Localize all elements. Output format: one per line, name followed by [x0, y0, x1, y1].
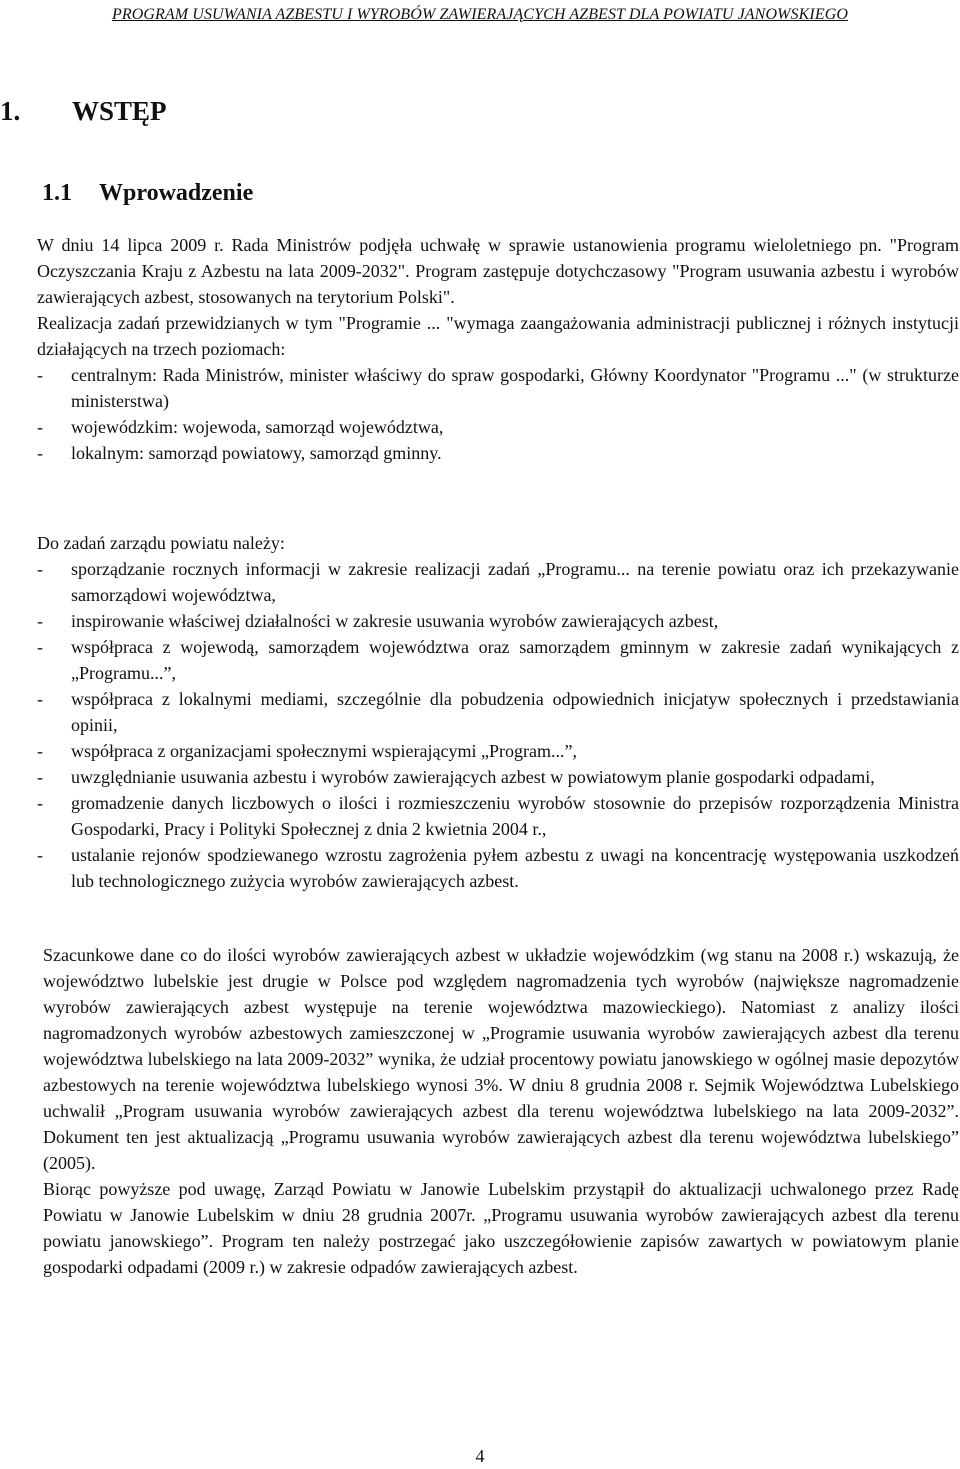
closing-paragraph-2: Biorąc powyższe pod uwagę, Zarząd Powiatu w Janowie Lubelskim przystąpił do aktualizacji uchwalonego przez Radę Powiatu w Janowie Lubelskim w dniu 28 grudnia 2007r. „Programu usuwania wyrobów zawierających azbest dla terenu powiatu janowskiego”. Program ten należy postrzegać jako uszczegółowienie zapisów zawartych w powiatowym planie gospodarki odpadami (2009 r.) w zakresie odpadów zawierających azbest.	[43, 1179, 959, 1277]
tasks-heading: Do zadań zarządu powiatu należy:	[37, 533, 285, 553]
level-local: lokalnym: samorząd powiatowy, samorząd gminny.	[71, 443, 442, 463]
list-dash: -	[37, 417, 43, 437]
level-voivodeship: wojewódzkim: wojewoda, samorząd województwa,	[71, 417, 444, 437]
list-item	[37, 362, 959, 414]
task-item: współpraca z organizacjami społecznymi wspierającymi „Program...”,	[71, 741, 577, 761]
list-dash: -	[37, 845, 43, 865]
list-item	[37, 790, 959, 842]
list-dash: -	[37, 365, 43, 385]
closing-paragraph-1: Szacunkowe dane co do ilości wyrobów zawierających azbest w układzie wojewódzkim (wg stanu na 2008 r.) wskazują, że województwo lubelskie jest drugie w Polsce pod względem nagromadzenia tych wyrobów (największe nagromadzenie wyrobów zawierających azbest występuje na terenie województwa mazowieckiego). Natomiast z analizy ilości nagromadzonych wyrobów azbestowych zamieszczonej w „Programie usuwania wyrobów zawierających azbest dla terenu województwa lubelskiego na lata 2009-2032” wynika, że udział procentowy powiatu janowskiego w ogólnej masie depozytów azbestowych na terenie województwa lubelskiego wynosi 3%. W dniu 8 grudnia 2008 r. Sejmik Województwa Lubelskiego uchwalił „Program usuwania wyrobów zawierających azbest dla terenu województwa lubelskiego na lata 2009-2032”. Dokument ten jest aktualizacją „Programu usuwania wyrobów zawierających azbest dla terenu województwa lubelskiego” (2005).	[43, 945, 959, 1173]
section-heading	[0, 96, 167, 127]
task-item: sporządzanie rocznych informacji w zakresie realizacji zadań „Programu... na terenie powiatu oraz ich przekazywanie samorządowi województwa,	[71, 559, 959, 605]
list-item	[37, 608, 959, 634]
task-item: gromadzenie danych liczbowych o ilości i rozmieszczeniu wyrobów stosownie do przepisów rozporządzenia Ministra Gospodarki, Pracy i Polityki Społecznej z dnia 2 kwietnia 2004 r.,	[71, 793, 959, 839]
task-item: współpraca z lokalnymi mediami, szczególnie dla pobudzenia odpowiednich inicjatyw społecznych i przedstawiania opinii,	[71, 689, 959, 735]
list-item	[37, 738, 959, 764]
list-item	[37, 440, 959, 466]
task-item: współpraca z wojewodą, samorządem województwa oraz samorządem gminnym w zakresie zadań wynikających z „Programu...”,	[71, 637, 959, 683]
list-dash: -	[37, 559, 43, 579]
list-item	[37, 842, 959, 894]
level-central: centralnym: Rada Ministrów, minister właściwy do spraw gospodarki, Główny Koordynator "Programu ..." (w strukturze ministerstwa)	[71, 365, 959, 411]
running-header: PROGRAM USUWANIA AZBESTU I WYROBÓW ZAWIERAJĄCYCH AZBEST DLA POWIATU JANOWSKIEGO	[111, 6, 849, 23]
list-dash: -	[37, 637, 43, 657]
tasks-block	[37, 530, 959, 894]
subsection-number: 1.1	[42, 180, 72, 206]
subsection-heading	[42, 180, 253, 207]
intro-paragraph-2: Realizacja zadań przewidzianych w tym "Programie ... "wymaga zaangażowania administracji publicznej i różnych instytucji działających na trzech poziomach:	[37, 313, 959, 359]
section-title: WSTĘP	[72, 96, 167, 126]
closing-block	[43, 942, 959, 1280]
list-item	[37, 414, 959, 440]
intro-block	[37, 232, 959, 466]
task-item: inspirowanie właściwej działalności w zakresie usuwania wyrobów zawierających azbest,	[71, 611, 719, 631]
subsection-title: Wprowadzenie	[99, 180, 254, 206]
list-dash: -	[37, 767, 43, 787]
section-number: 1.	[0, 96, 21, 126]
list-item	[37, 764, 959, 790]
page-number: 4	[475, 1446, 485, 1466]
list-dash: -	[37, 611, 43, 631]
list-item	[37, 556, 959, 608]
list-dash: -	[37, 741, 43, 761]
list-item	[37, 634, 959, 686]
task-item: ustalanie rejonów spodziewanego wzrostu zagrożenia pyłem azbestu z uwagi na koncentrację występowania uszkodzeń lub technologicznego zużycia wyrobów zawierających azbest.	[71, 845, 959, 891]
list-item	[37, 686, 959, 738]
task-item: uwzględnianie usuwania azbestu i wyrobów zawierających azbest w powiatowym planie gospodarki odpadami,	[71, 767, 875, 787]
intro-paragraph-1: W dniu 14 lipca 2009 r. Rada Ministrów podjęła uchwałę w sprawie ustanowienia programu wieloletniego pn. "Program Oczyszczania Kraju z Azbestu na lata 2009-2032". Program zastępuje dotychczasowy "Program usuwania azbestu i wyrobów zawierających azbest, stosowanych na terytorium Polski".	[37, 235, 959, 307]
list-dash: -	[37, 793, 43, 813]
list-dash: -	[37, 443, 43, 463]
list-dash: -	[37, 689, 43, 709]
